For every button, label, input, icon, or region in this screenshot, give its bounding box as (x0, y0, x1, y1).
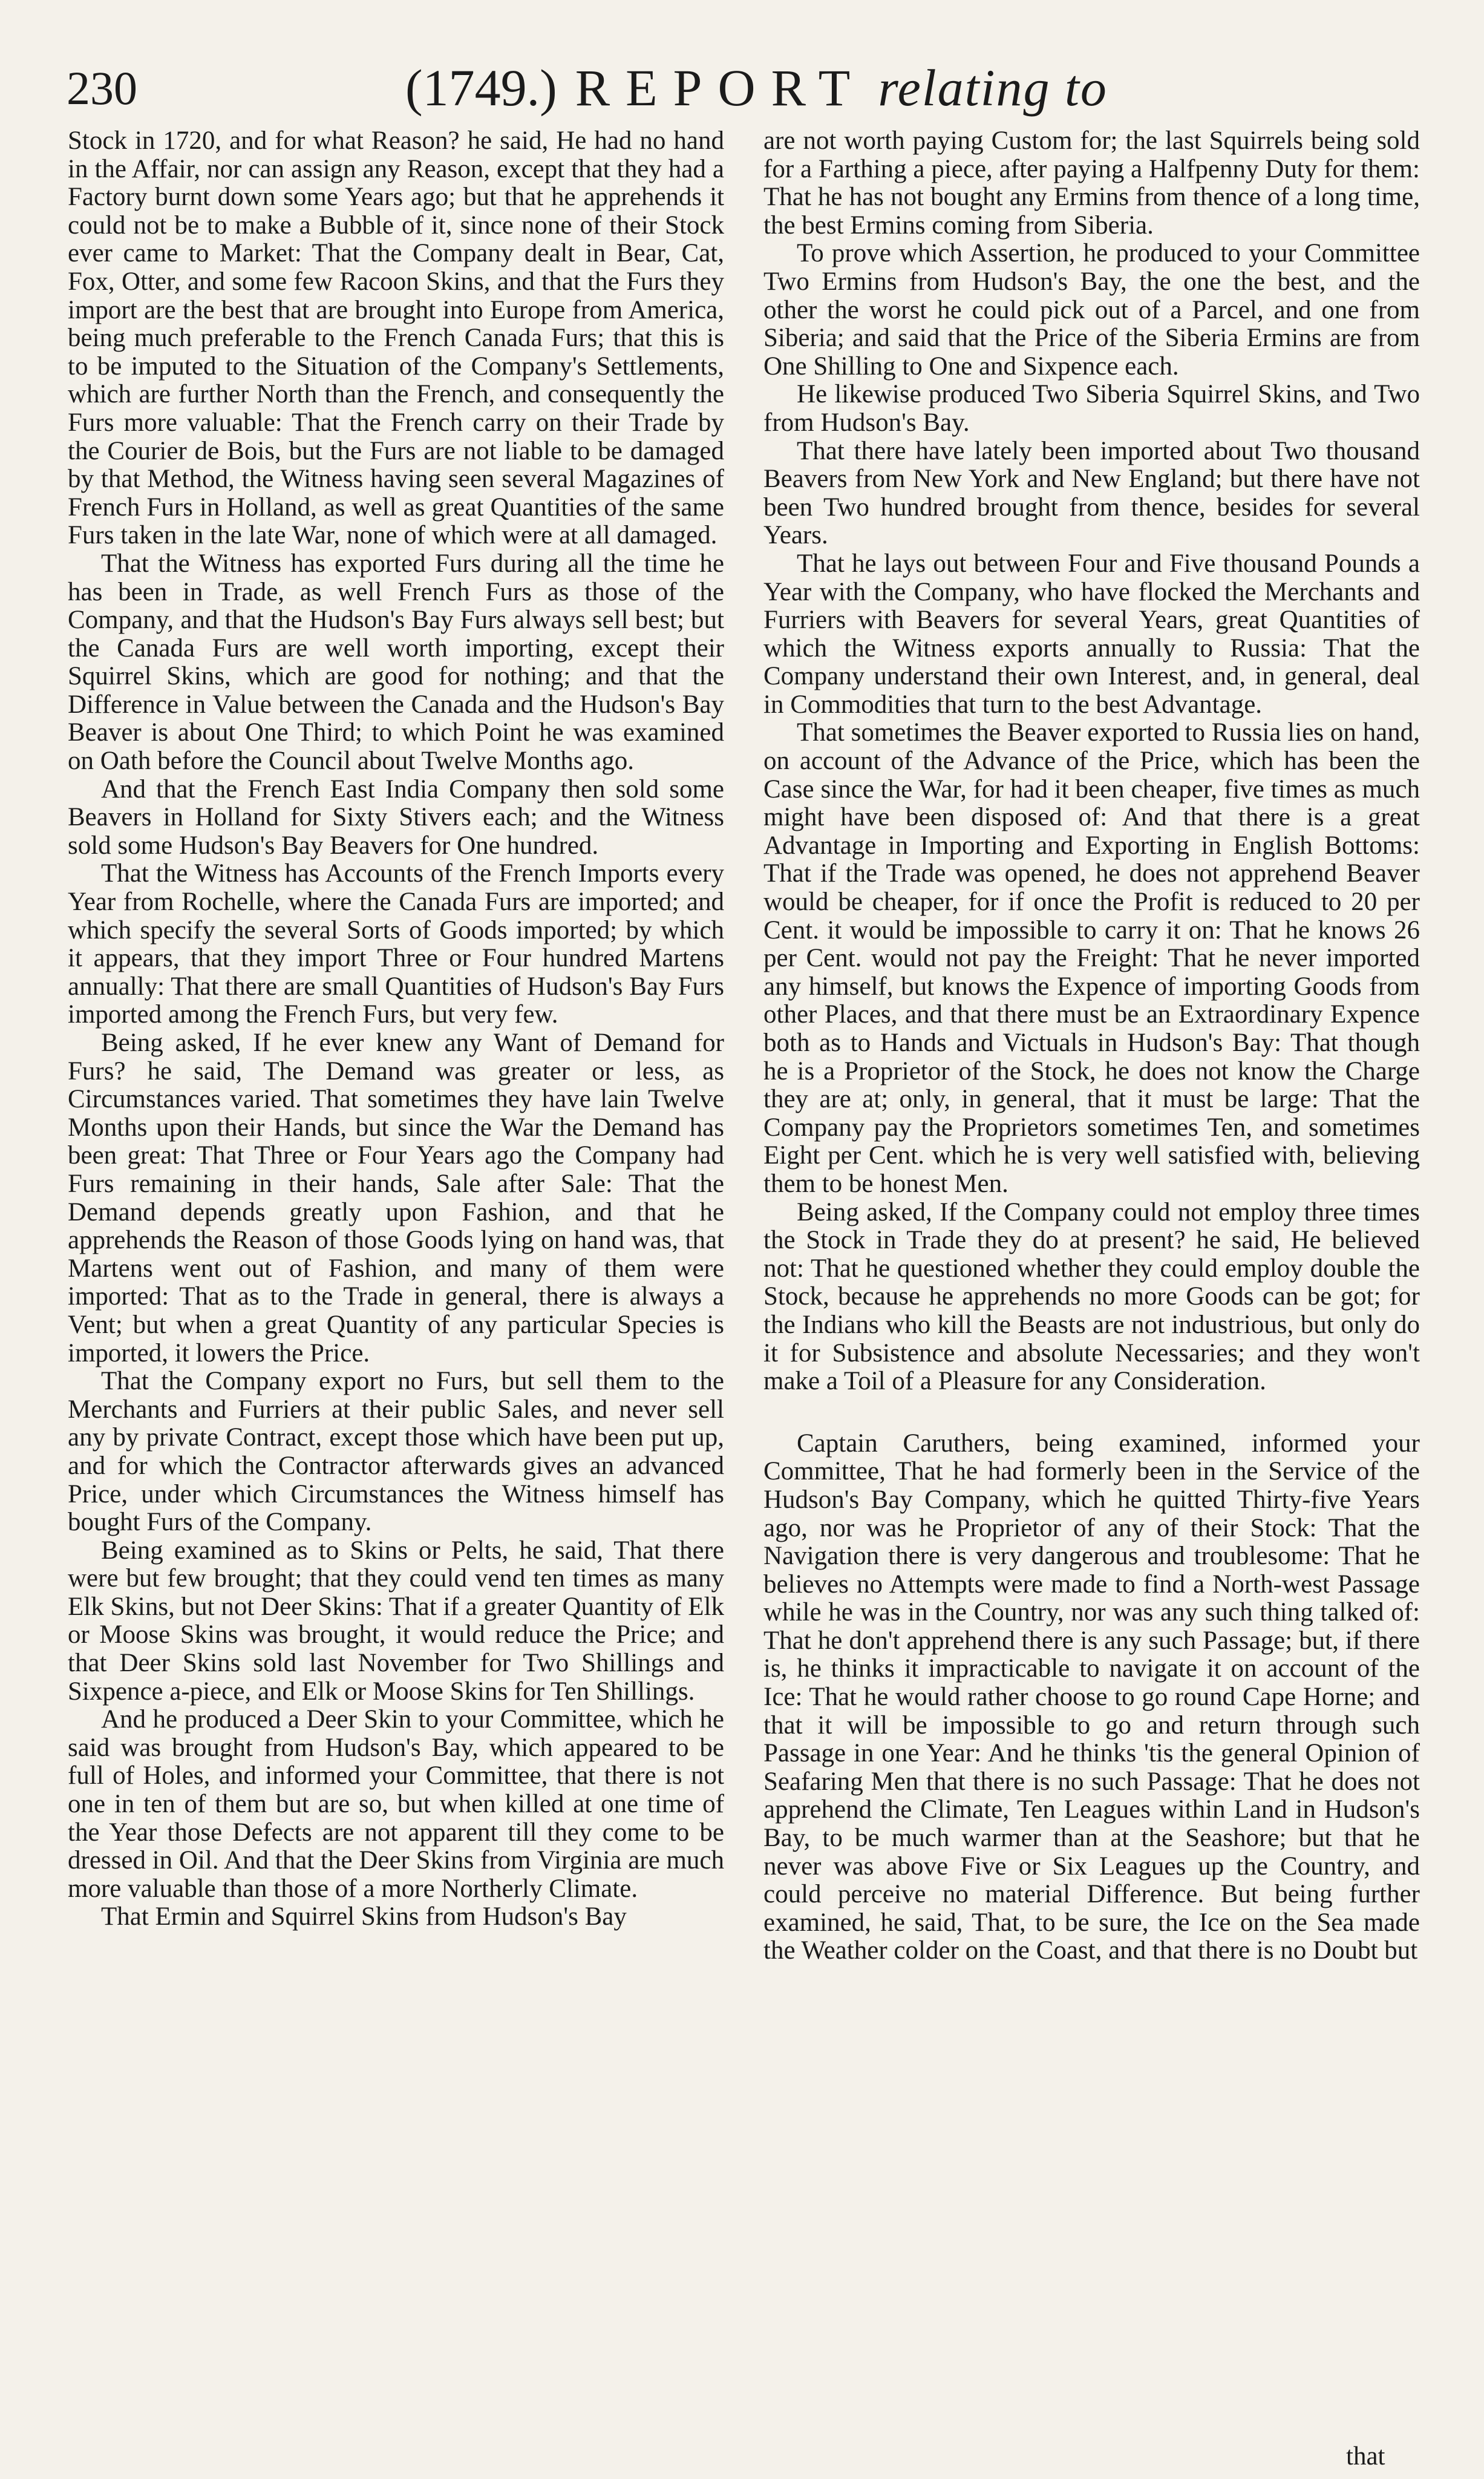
running-title (405, 57, 1108, 118)
paragraph: To prove which Assertion, he produced to your Committee Two Ermins from Hudson's Bay, the one the best, and the other the worst he could pick out of a Parcel, and one from Siberia; and said that the Price of the Siberia Ermins are from One Shilling to One and Sixpence each. (763, 239, 1420, 381)
right-column (763, 127, 1420, 2438)
paragraph: That he lays out between Four and Five thousand Pounds a Year with the Company, who have flocked the Merchants and Furriers with Beavers for several Years, great Quantities of which the Witness exports annually to Russia: That the Company understand their own Interest, and, in general, deal in Commodities that turn to the best Advantage. (763, 549, 1420, 719)
page-number: 230 (67, 62, 137, 114)
paragraph: And he produced a Deer Skin to your Committee, which he said was brought from Hudson's Bay, which appeared to be full of Holes, and informed your Committee, that there is not one in ten of them but are so, but when killed at one time of the Year those Defects are not apparent till they come to be dressed in Oil. And that the Deer Skins from Virginia are much more valuable than those of a more Northerly Climate. (68, 1705, 724, 1903)
left-column (68, 127, 724, 2438)
catchword: that (1346, 2442, 1385, 2471)
paragraph: That sometimes the Beaver exported to Russia lies on hand, on account of the Advance of the Price, which has been the Case since the War, for had it been cheaper, five times as much might have been disposed of: And that there is a great Advantage in Importing and Exporting in English Bottoms: That if the Trade was opened, he does not apprehend Beaver would be cheaper, for if once the Profit is reduced to 20 per Cent. it would be impossible to carry it on: That he knows 26 per Cent. would not pay the Freight: That he never imported any himself, but knows the Expence of importing Goods from other Places, and that there must be an Extraordinary Expence both as to Hands and Victuals in Hudson's Bay: That though he is a Proprietor of the Stock, he does not know the Charge they are at; only, in general, that it must be large: That the Company pay the Proprietors sometimes Ten, and sometimes Eight per Cent. which he is very well satisfied with, believing them to be honest Men. (763, 718, 1420, 1198)
paragraph: are not worth paying Custom for; the last Squirrels being sold for a Farthing a piece, after paying a Halfpenny Duty for them: That he has not bought any Ermins from thence of a long time, the best Ermins coming from Siberia. (763, 127, 1420, 240)
header-year: (1749.) (405, 59, 557, 117)
paragraph: Being asked, If he ever knew any Want of Demand for Furs? he said, The Demand was greater or less, as Circumstances varied. That sometimes they have lain Twelve Months upon their Hands, but since the War the Demand has been great: That Three or Four Years ago the Company had Furs remaining in their hands, Sale after Sale: That the Demand depends greatly upon Fashion, and that he apprehends the Reason of those Goods lying on hand was, that Martens went out of Fashion, and many of them were imported: That as to the Trade in general, there is always a Vent; but when a great Quantity of any particular Species is imported, it lowers the Price. (68, 1029, 724, 1367)
header-title-rest: relating to (878, 59, 1108, 117)
paragraph: That Ermin and Squirrel Skins from Hudson's Bay (101, 1902, 627, 1931)
paragraph: That the Witness has exported Furs during all the time he has been in Trade, as well French Furs as those of the Company, and that the Hudson's Bay Furs always sell best; but the Canada Furs are well worth importing, except their Squirrel Skins, which are good for nothing; and that the Difference in Value between the Canada and the Hudson's Bay Beaver is about One Third; to which Point he was examined on Oath before the Council about Twelve Months ago. (68, 549, 724, 776)
paragraph: That there have lately been imported about Two thousand Beavers from New York and New England; but there have not been Two hundred brought from thence, besides for several Years. (763, 436, 1420, 550)
paragraph: Being examined as to Skins or Pelts, he said, That there were but few brought; that they could vend ten times as many Elk Skins, but not Deer Skins: That if a greater Quantity of Elk or Moose Skins was brought, it would reduce the Price; and that Deer Skins sold last November for Two Shillings and Sixpence a-piece, and Elk or Moose Skins for Ten Shillings. (68, 1536, 724, 1706)
paragraph: Stock in 1720, and for what Reason? he said, He had no hand in the Affair, nor can assign any Reason, except that they had a Factory burnt down some Years ago; but that he apprehends it could not be to make a Bubble of it, since none of their Stock ever came to Market: That the Company dealt in Bear, Cat, Fox, Otter, and some few Racoon Skins, and that the Furs they import are the best that are brought into Europe from America, being much preferable to the French Canada Furs; that this is to be imputed to the Situation of the Company's Settlements, which are further North than the French, and consequently the Furs more valuable: That the French carry on their Trade by the Courier de Bois, but the Furs are not liable to be damaged by that Method, the Witness having seen several Magazines of French Furs in Holland, as well as great Quantities of the same Furs taken in the late War, none of which were at all damaged. (68, 127, 724, 550)
paragraph: Being asked, If the Company could not employ three times the Stock in Trade they do at present? he said, He believed not: That he questioned whether they could employ double the Stock, because he apprehends no more Goods can be got; for the Indians who kill the Beasts are not industrious, but only do it for Subsistence and absolute Necessaries; and they won't make a Toil of a Pleasure for any Consideration. (763, 1197, 1420, 1396)
paragraph: That the Witness has Accounts of the French Imports every Year from Rochelle, where the Canada Furs are imported; and which specify the several Sorts of Goods imported; by which it appears, that they import Three or Four hundred Martens annually: That there are small Quantities of Hudson's Bay Furs imported among the French Furs, but very few. (68, 859, 724, 1029)
paragraph: Captain Caruthers, being examined, informed your Committee, That he had formerly been in the Service of the Hudson's Bay Company, which he quitted Thirty-five Years ago, nor was he Proprietor of any of their Stock: That the Navigation there is very dangerous and troublesome: That he believes no Attempts were made to find a North-west Passage while he was in the Country, nor was any such thing talked of: That he don't apprehend there is any such Passage; but, if there is, he thinks it impracticable to navigate it on account of the Ice: That he would rather choose to go round Cape Horne; and that it will be impossible to go and return through such Passage in one Year: And he thinks 'tis the general Opinion of Seafaring Men that there is no such Passage: That he does not apprehend the Climate, Ten Leagues within Land in Hudson's Bay, to be much warmer than at the Seashore; but that he never was above Five or Six Leagues up the Country, and could perceive no material Difference. But being further examined, he said, That, to be sure, the Ice on the Sea made the Weather colder on the Coast, and that there is no Doubt but (763, 1429, 1420, 1965)
paragraph: And that the French East India Company then sold some Beavers in Holland for Sixty Stivers each; and the Witness sold some Hudson's Bay Beavers for One hundred. (68, 774, 724, 860)
page-header (67, 57, 1434, 124)
paragraph: That the Company export no Furs, but sell them to the Merchants and Furriers at their public Sales, and never sell any by private Contract, except those which have been put up, and for which the Contractor afterwards gives an advanced Price, under which Circumstances the Witness himself has bought Furs of the Company. (68, 1367, 724, 1537)
header-title-word: REPORT (575, 59, 866, 117)
paragraph: He likewise produced Two Siberia Squirrel Skins, and Two from Hudson's Bay. (763, 380, 1420, 437)
